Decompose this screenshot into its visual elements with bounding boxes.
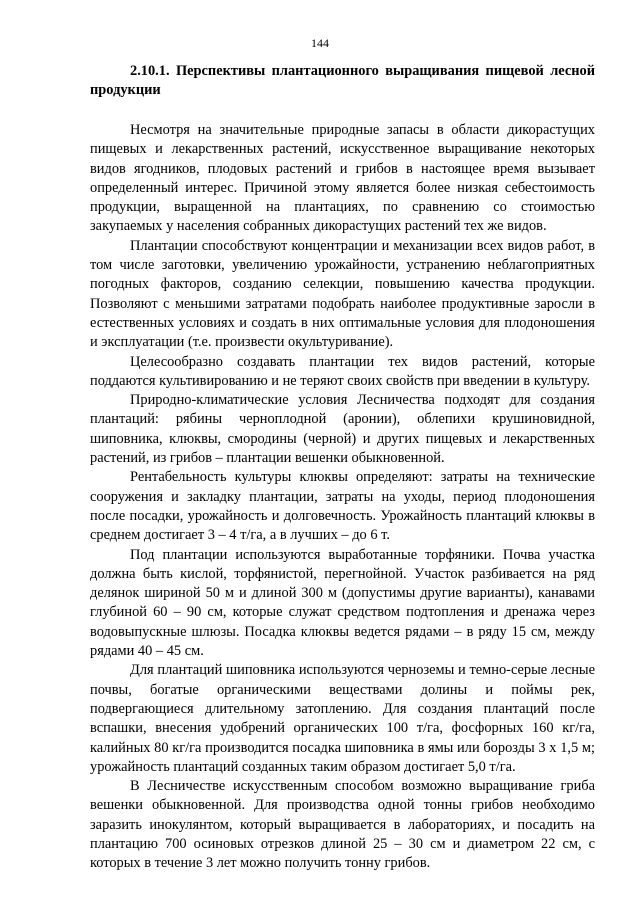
paragraph-peatlands: Под плантации используются выработанные торфяники. Почва участка должна быть кислой, торфянистой, перегнойной. Участок разбивается на ряд делянок шириной 50 м и длиной 300 м (допустимы другие варианты), канавами глубиной 60 – 90 см, которые служат средством подтопления и дренажа через водовыпускные шлюзы. Посадка клюквы ведется рядами – в ряду 15 см, между рядами 40 – 45 см. [90,546,595,660]
paragraph-expediency: Целесообразно создавать плантации тех видов растений, которые поддаются культивированию и не теряют своих свойств при введении в культуру. [90,353,595,389]
page-content [90,62,595,874]
paragraph-cranberry-profitability: Рентабельность культуры клюквы определяют: затраты на технические сооружения и закладку плантации, затраты на уходы, период плодоношения после посадки, урожайность и долговечность. Урожайность плантаций клюквы в среднем достигает 3 – 4 т/га, а в лучших – до 6 т. [90,469,595,544]
paragraph-intro: Несмотря на значительные природные запасы в области дикорастущих пищевых и лекарственных растений, искусственное выращивание некоторых видов ягодников, плодовых растений и грибов в настоящее время вызывает определенный интерес. Причиной этому является более низкая себестоимость продукции, выращенной на плантациях, по сравнению со стоимостью закупаемых у населения собранных дикорастущих растений тех же видов. [90,122,595,235]
paragraph-oyster-mushroom: В Лесничестве искусственным способом возможно выращивание гриба вешенки обыкновенной. Для производства одной тонны грибов необходимо заразить инокулянтом, который выращивается в лабораториях, и посадить на плантацию 700 осиновых отрезков длиной 25 – 30 см и диаметром 22 см, с которых в течение 3 лет можно получить тонну грибов. [90,778,595,872]
paragraph-rosehip: Для плантаций шиповника используются черноземы и темно-серые лесные почвы, богатые органическими веществами долины и поймы рек, подвергающиеся длительному затоплению. Для создания плантаций после вспашки, внесения удобрений органических 100 т/га, фосфорных 160 кг/га, калийных 80 кг/га производится посадка шиповника в ямы или борозды 3 х 1,5 м; урожайность плантаций созданных таким образом достигает 5,0 т/га. [90,662,595,775]
heading-gap [90,100,595,121]
section-heading: 2.10.1. Перспективы плантационного выращивания пищевой лесной продукции [90,63,595,98]
paragraph-climate-conditions: Природно-климатические условия Лесничества подходят для создания плантаций: рябины черноплодной (аронии), облепихи крушиновидной, шиповника, клюквы, смородины (черной) и других пищевых и лекарственных растений, из грибов – плантации вешенки обыкновенной. [90,392,595,467]
page-number: 144 [311,36,329,50]
paragraph-plantation-benefits: Плантации способствуют концентрации и механизации всех видов работ, в том числе заготовки, увеличению урожайности, устранению неблагоприятных погодных факторов, созданию селекции, повышению качества продукции. Позволяют с меньшими затратами подобрать наиболее продуктивные заросли в естественных условиях и создать в них оптимальные условия для плодоношения и эксплуатации (т.е. произвести окультуривание). [90,237,595,351]
